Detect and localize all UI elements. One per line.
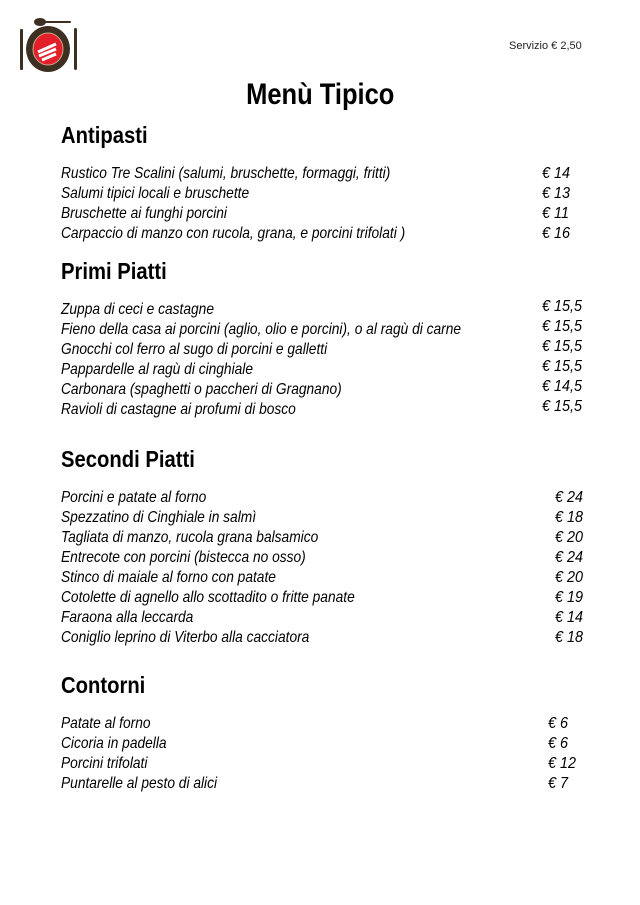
menu-item xyxy=(61,300,591,320)
item-price: € 11 xyxy=(542,205,569,222)
item-price: € 24 xyxy=(555,549,584,566)
section-primi-piatti xyxy=(61,258,591,420)
item-price: € 14 xyxy=(555,609,584,626)
menu-item xyxy=(61,184,591,204)
section-title: Antipasti xyxy=(61,122,148,148)
item-price: € 14,5 xyxy=(542,378,583,395)
item-price: € 15,5 xyxy=(542,358,583,375)
section-secondi-piatti xyxy=(61,446,591,648)
section-title: Primi Piatti xyxy=(61,258,167,284)
menu-item xyxy=(61,714,591,734)
section-title: Contorni xyxy=(61,672,146,698)
item-name: Porcini trifolati xyxy=(61,755,148,772)
menu-item xyxy=(61,320,591,340)
item-price: € 15,5 xyxy=(542,298,583,315)
item-name: Cotolette di agnello allo scottadito o fritte panate xyxy=(61,589,355,606)
service-charge: Servizio € 2,50 xyxy=(509,40,582,52)
menu-item xyxy=(61,204,591,224)
item-price: € 6 xyxy=(548,735,569,752)
item-name: Gnocchi col ferro al sugo di porcini e galletti xyxy=(61,341,328,358)
item-price: € 15,5 xyxy=(542,338,583,355)
item-price: € 15,5 xyxy=(542,398,583,415)
page-title: Menù Tipico xyxy=(245,78,395,111)
item-name: Ravioli di castagne ai profumi di bosco xyxy=(61,401,296,418)
item-name: Rustico Tre Scalini (salumi, bruschette, formaggi, fritti) xyxy=(61,165,391,182)
item-price: € 18 xyxy=(555,509,584,526)
item-name: Carbonara (spaghetti o paccheri di Gragnano) xyxy=(61,381,342,398)
item-name: Coniglio leprino di Viterbo alla cacciatora xyxy=(61,629,310,646)
item-price: € 7 xyxy=(548,775,569,792)
menu-item xyxy=(61,400,591,420)
item-name: Stinco di maiale al forno con patate xyxy=(61,569,276,586)
item-name: Porcini e patate al forno xyxy=(61,489,207,506)
menu-item xyxy=(61,380,591,400)
item-name: Entrecote con porcini (bistecca no osso) xyxy=(61,549,306,566)
menu-item xyxy=(61,548,591,568)
menu-item xyxy=(61,588,591,608)
menu-item xyxy=(61,568,591,588)
item-name: Salumi tipici locali e bruschette xyxy=(61,185,250,202)
section-antipasti xyxy=(61,122,591,244)
item-price: € 15,5 xyxy=(542,318,583,335)
menu-item xyxy=(61,340,591,360)
item-name: Patate al forno xyxy=(61,715,151,732)
item-name: Spezzatino di Cinghiale in salmì xyxy=(61,509,257,526)
item-name: Pappardelle al ragù di cinghiale xyxy=(61,361,254,378)
menu-item xyxy=(61,608,591,628)
menu-item xyxy=(61,360,591,380)
item-price: € 13 xyxy=(542,185,571,202)
item-name: Cicoria in padella xyxy=(61,735,167,752)
menu-item xyxy=(61,754,591,774)
item-price: € 18 xyxy=(555,629,584,646)
menu-item xyxy=(61,628,591,648)
item-price: € 14 xyxy=(542,165,571,182)
item-name: Puntarelle al pesto di alici xyxy=(61,775,218,792)
menu-item xyxy=(61,224,591,244)
item-price: € 24 xyxy=(555,489,584,506)
item-price: € 16 xyxy=(542,225,571,242)
menu-item xyxy=(61,508,591,528)
item-name: Faraona alla leccarda xyxy=(61,609,194,626)
menu-item xyxy=(61,488,591,508)
item-price: € 6 xyxy=(548,715,569,732)
item-name: Zuppa di ceci e castagne xyxy=(61,301,214,318)
item-name: Fieno della casa ai porcini (aglio, olio e porcini), o al ragù di carne xyxy=(61,321,462,338)
section-title: Secondi Piatti xyxy=(61,446,195,472)
section-contorni xyxy=(61,672,591,794)
menu-item xyxy=(61,164,591,184)
item-price: € 20 xyxy=(555,529,584,546)
menu-item xyxy=(61,528,591,548)
item-price: € 12 xyxy=(548,755,577,772)
item-price: € 20 xyxy=(555,569,584,586)
menu-item xyxy=(61,774,591,794)
item-name: Bruschette ai funghi porcini xyxy=(61,205,227,222)
menu-item xyxy=(61,734,591,754)
item-name: Tagliata di manzo, rucola grana balsamico xyxy=(61,529,319,546)
restaurant-logo-icon xyxy=(16,16,78,72)
item-name: Carpaccio di manzo con rucola, grana, e porcini trifolati ) xyxy=(61,225,406,242)
item-price: € 19 xyxy=(555,589,584,606)
